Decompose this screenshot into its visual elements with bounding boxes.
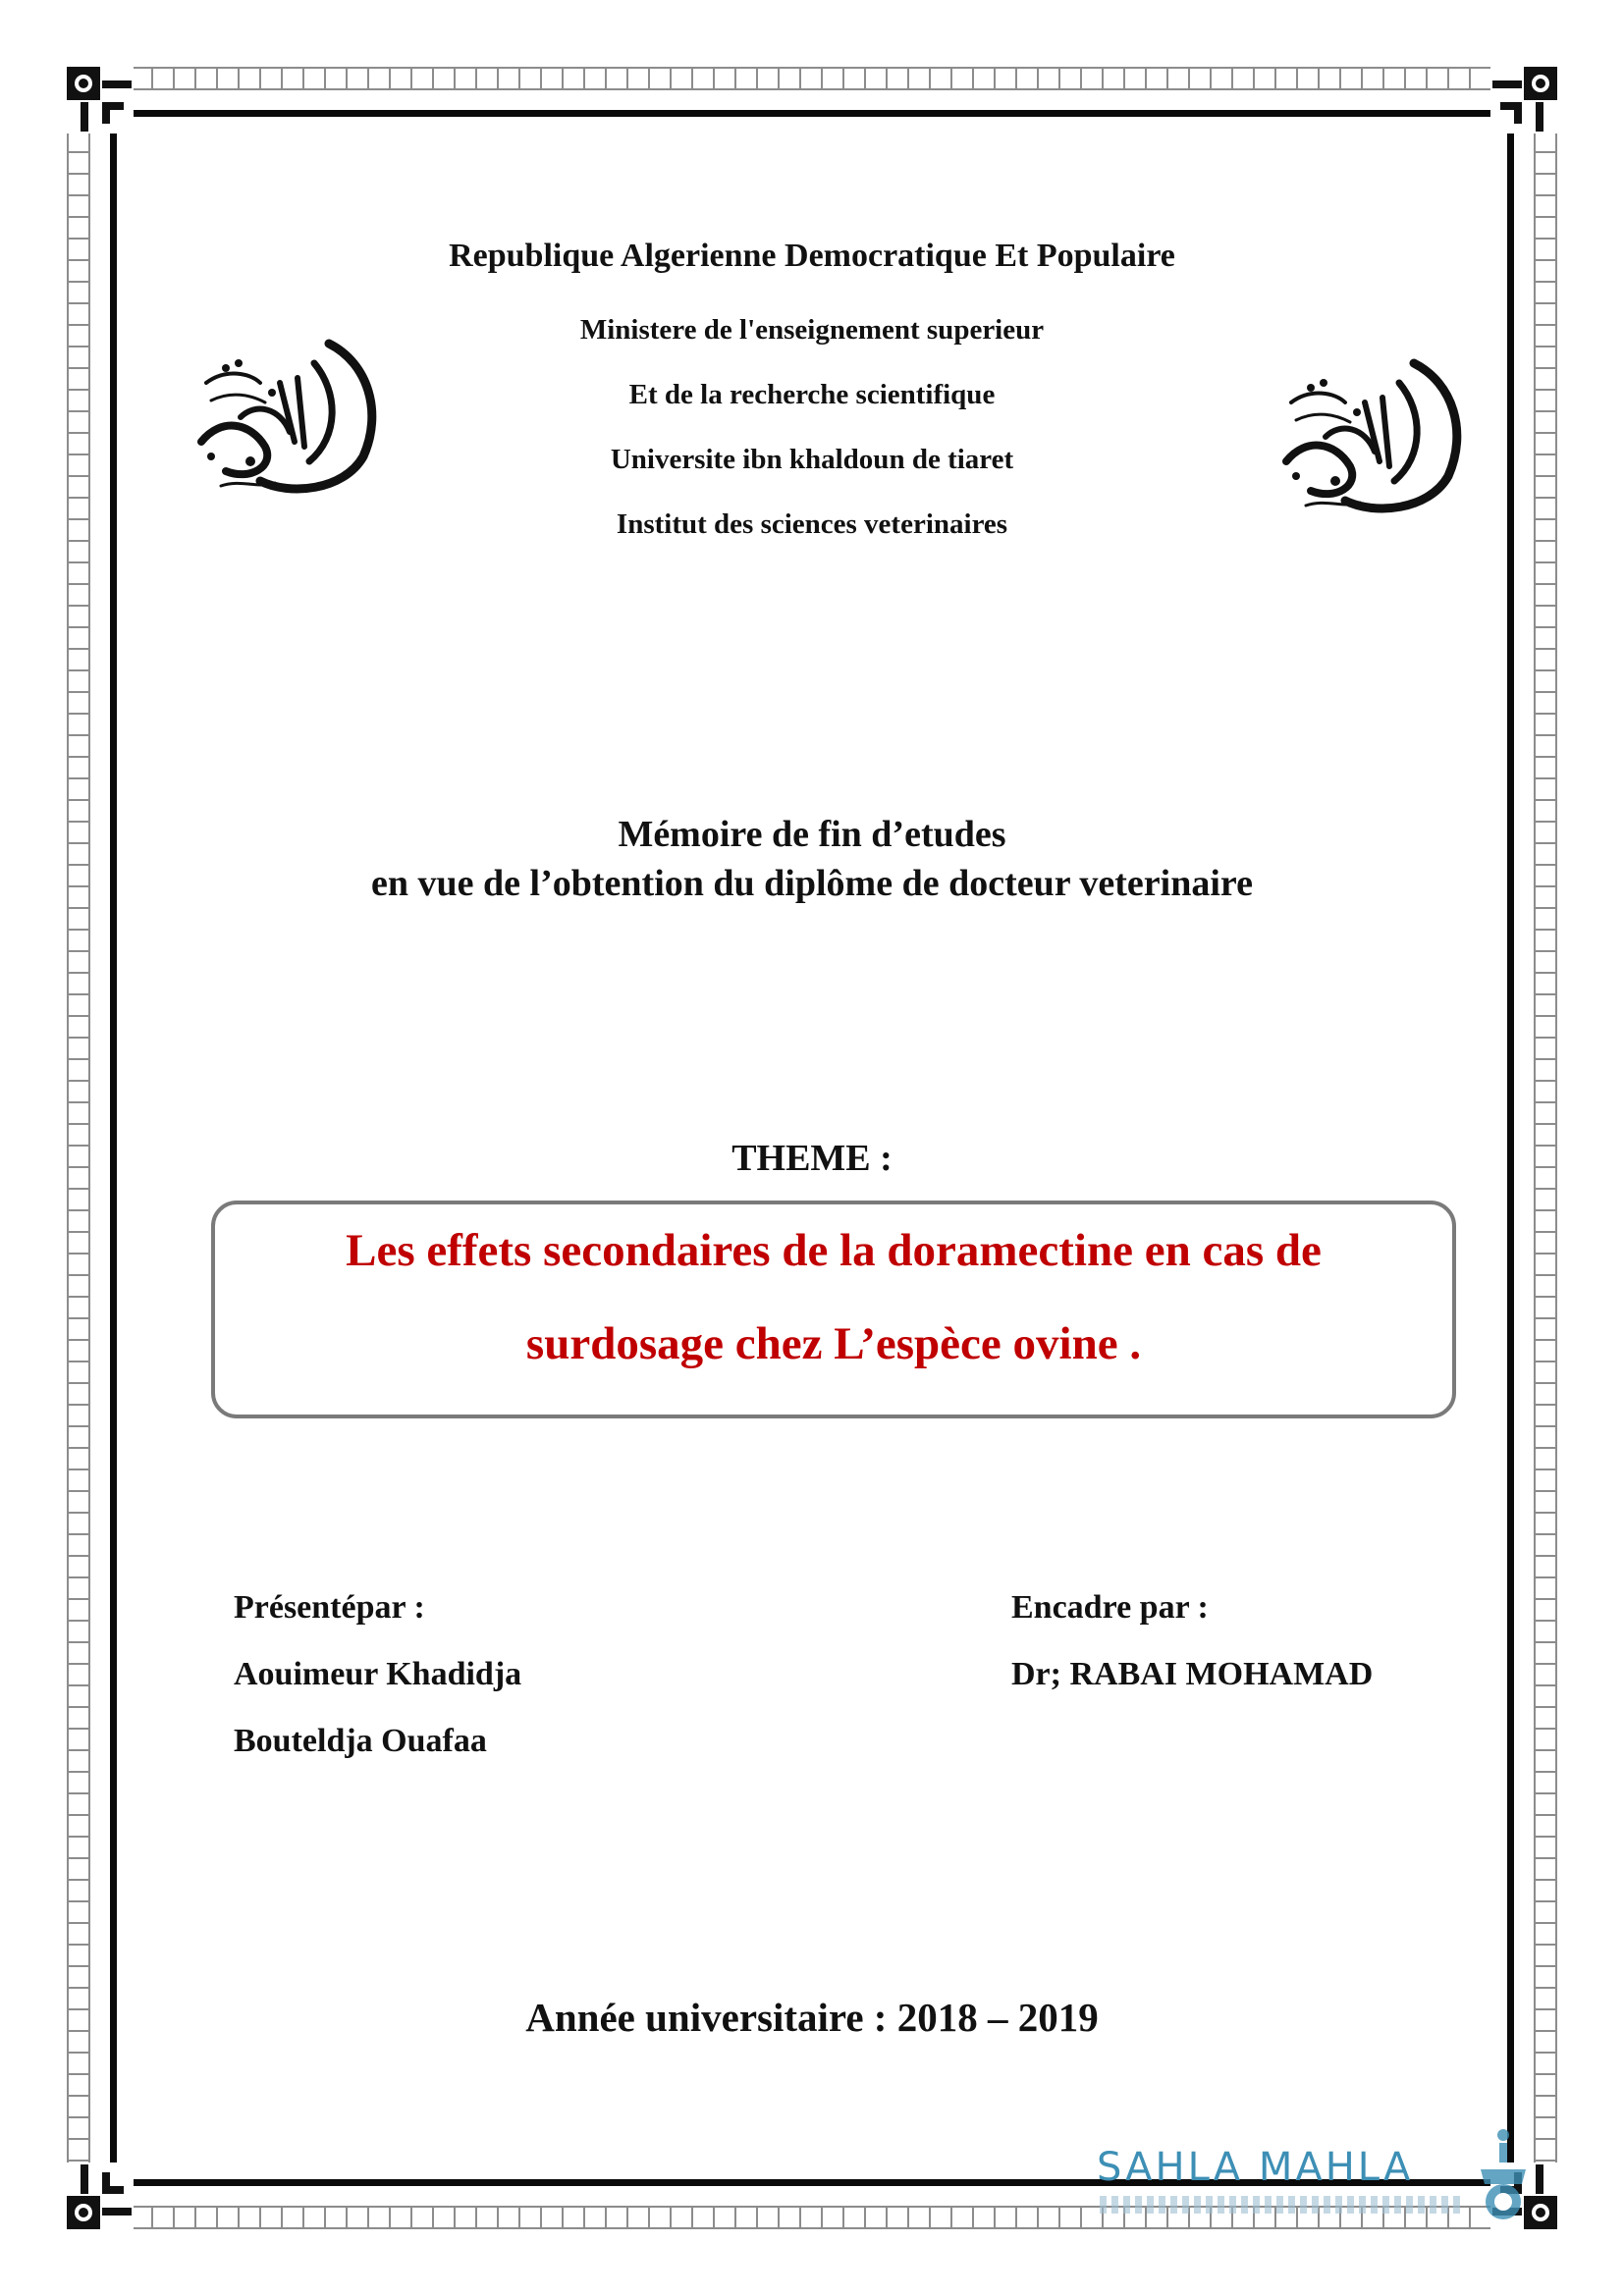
watermark-logo-icon [1473,2125,1534,2223]
theme-label: THEME : [731,1138,893,1179]
ministry-line-2: Et de la recherche scientifique [628,379,996,410]
university-logo-right-icon [1267,344,1473,520]
presented-by-label: Présentépar : [234,1589,425,1626]
university-name: Universite ibn khaldoun de tiaret [610,444,1014,475]
academic-year: Année universitaire : 2018 – 2019 [525,1995,1099,2040]
corner-ornament-icon [65,65,134,133]
thesis-title-box [211,1201,1456,1418]
border-tiles-top [67,67,1557,90]
thesis-title-line-2: surdosage chez L’espèce ovine . [525,1318,1142,1369]
watermark-brand: SAHLA MAHLA [1097,2145,1414,2190]
memoire-line-1: Mémoire de fin d’etudes [618,814,1006,855]
institute-name: Institut des sciences veterinaires [616,508,1008,540]
memoire-line-2: en vue de l’obtention du diplôme de docteur veterinaire [371,863,1253,904]
memoire-heading [0,810,1624,908]
student-name: Bouteldja Ouafaa [234,1723,487,1759]
presented-by-section [234,1588,521,1789]
supervised-by-section [1011,1588,1373,1722]
thesis-title-line-1: Les effets secondaires de la doramectine en cas de [346,1225,1322,1276]
supervised-by-label: Encadre par : [1011,1589,1209,1626]
corner-ornament-icon [1490,65,1559,133]
watermark-arabic-tagline [1100,2196,1463,2214]
university-logo-left-icon [182,324,388,501]
corner-ornament-icon [65,2163,134,2231]
supervisor-name: Dr; RABAI MOHAMAD [1011,1656,1374,1692]
ministry-line-1: Ministere de l'enseignement superieur [579,314,1045,346]
student-name: Aouimeur Khadidja [234,1656,522,1692]
republic-heading: Republique Algerienne Democratique Et Populaire [449,238,1175,274]
